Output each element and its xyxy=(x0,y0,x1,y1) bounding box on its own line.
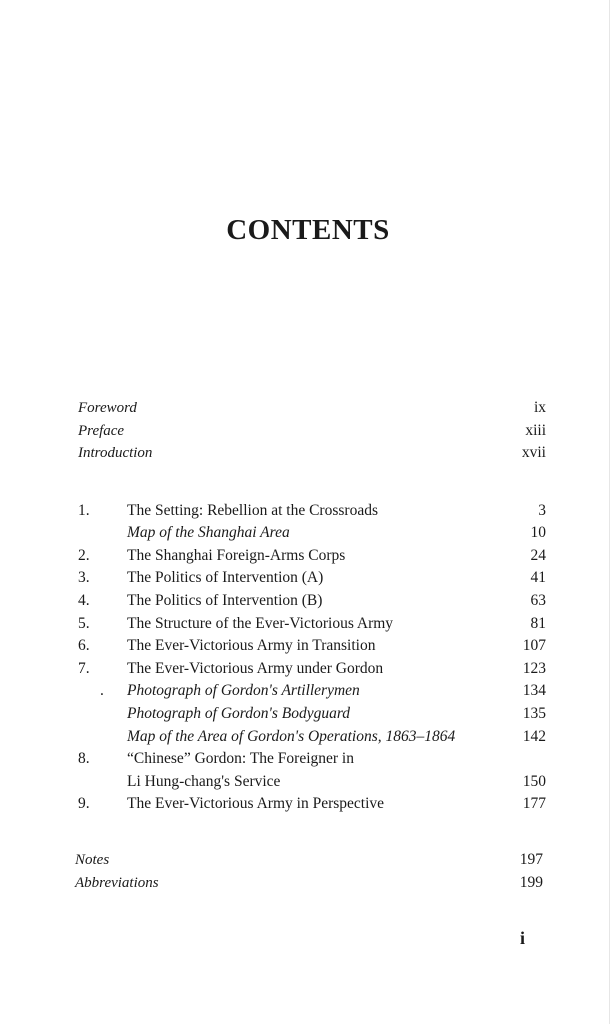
chapter-title: The Politics of Intervention (B) xyxy=(127,592,323,609)
chapter-page: 63 xyxy=(530,592,546,609)
stray-mark: . xyxy=(100,682,104,699)
back-matter-row-abbreviations xyxy=(75,872,543,894)
back-matter-page: 199 xyxy=(519,874,543,891)
chapter-title: Map of the Shanghai Area xyxy=(127,524,290,541)
chapter-page: 123 xyxy=(522,660,546,677)
chapter-number: 3. xyxy=(78,569,90,586)
chapter-page: 81 xyxy=(530,615,546,632)
chapter-page: 177 xyxy=(522,795,546,812)
front-matter-row-foreword xyxy=(78,397,546,419)
chapter-page: 24 xyxy=(530,547,546,564)
front-matter-page: xiii xyxy=(525,422,546,439)
chapter-row xyxy=(0,703,546,725)
chapter-title: “Chinese” Gordon: The Foreigner in xyxy=(127,750,354,767)
page-edge xyxy=(609,0,610,1024)
chapter-page: 142 xyxy=(522,728,546,745)
chapter-title: The Ever-Victorious Army in Perspective xyxy=(127,795,385,812)
chapter-row xyxy=(0,748,546,770)
chapter-title: The Structure of the Ever-Victorious Army xyxy=(127,615,394,632)
chapter-title: Photograph of Gordon's Artillerymen xyxy=(127,682,360,699)
chapter-row xyxy=(0,545,546,567)
footer-mark: i xyxy=(520,928,526,948)
back-matter-label: Notes xyxy=(75,852,110,868)
chapter-number: 1. xyxy=(78,502,90,519)
chapter-row xyxy=(0,658,546,680)
chapter-row xyxy=(0,522,546,544)
chapter-title: The Setting: Rebellion at the Crossroads xyxy=(127,502,378,519)
chapter-number: 4. xyxy=(78,592,90,609)
chapter-row xyxy=(0,793,546,815)
chapter-page: 134 xyxy=(522,682,546,699)
chapter-row xyxy=(0,590,546,612)
chapter-page: 3 xyxy=(538,502,546,519)
chapter-row xyxy=(0,635,546,657)
chapter-row xyxy=(0,771,546,793)
chapter-number: 8. xyxy=(78,750,90,767)
front-matter-row-preface xyxy=(78,420,546,442)
front-matter-row-introduction xyxy=(78,442,546,464)
chapter-page: 41 xyxy=(530,569,546,586)
chapter-number: 2. xyxy=(78,547,90,564)
front-matter-label: Foreword xyxy=(78,400,137,416)
back-matter-page: 197 xyxy=(519,851,543,868)
chapter-page: 150 xyxy=(522,773,546,790)
chapter-number: 6. xyxy=(78,637,90,654)
front-matter-label: Preface xyxy=(78,423,125,439)
chapter-title: Li Hung-chang's Service xyxy=(127,773,281,790)
chapter-title: Photograph of Gordon's Bodyguard xyxy=(127,705,351,722)
chapter-title: The Ever-Victorious Army in Transition xyxy=(127,637,376,654)
chapter-row xyxy=(0,567,546,589)
chapter-page: 107 xyxy=(522,637,546,654)
chapter-page: 135 xyxy=(522,705,546,722)
page-title: CONTENTS xyxy=(226,214,390,246)
chapter-row xyxy=(0,680,546,702)
chapter-title: The Politics of Intervention (A) xyxy=(127,569,324,586)
chapter-number: 5. xyxy=(78,615,90,632)
chapter-title: The Shanghai Foreign-Arms Corps xyxy=(127,547,346,564)
back-matter-label: Abbreviations xyxy=(75,875,159,891)
front-matter-label: Introduction xyxy=(78,445,153,461)
front-matter-page: ix xyxy=(533,399,546,416)
front-matter-page: xvii xyxy=(521,444,546,461)
chapter-number: 7. xyxy=(78,660,90,677)
chapter-number: 9. xyxy=(78,795,90,812)
chapter-title: The Ever-Victorious Army under Gordon xyxy=(127,660,384,677)
chapter-row xyxy=(0,613,546,635)
chapter-page: 10 xyxy=(530,524,546,541)
chapter-row xyxy=(0,726,546,748)
back-matter-row-notes xyxy=(75,849,543,871)
chapter-row xyxy=(0,500,546,522)
chapter-title: Map of the Area of Gordon's Operations, 1863–1864 xyxy=(127,728,456,745)
